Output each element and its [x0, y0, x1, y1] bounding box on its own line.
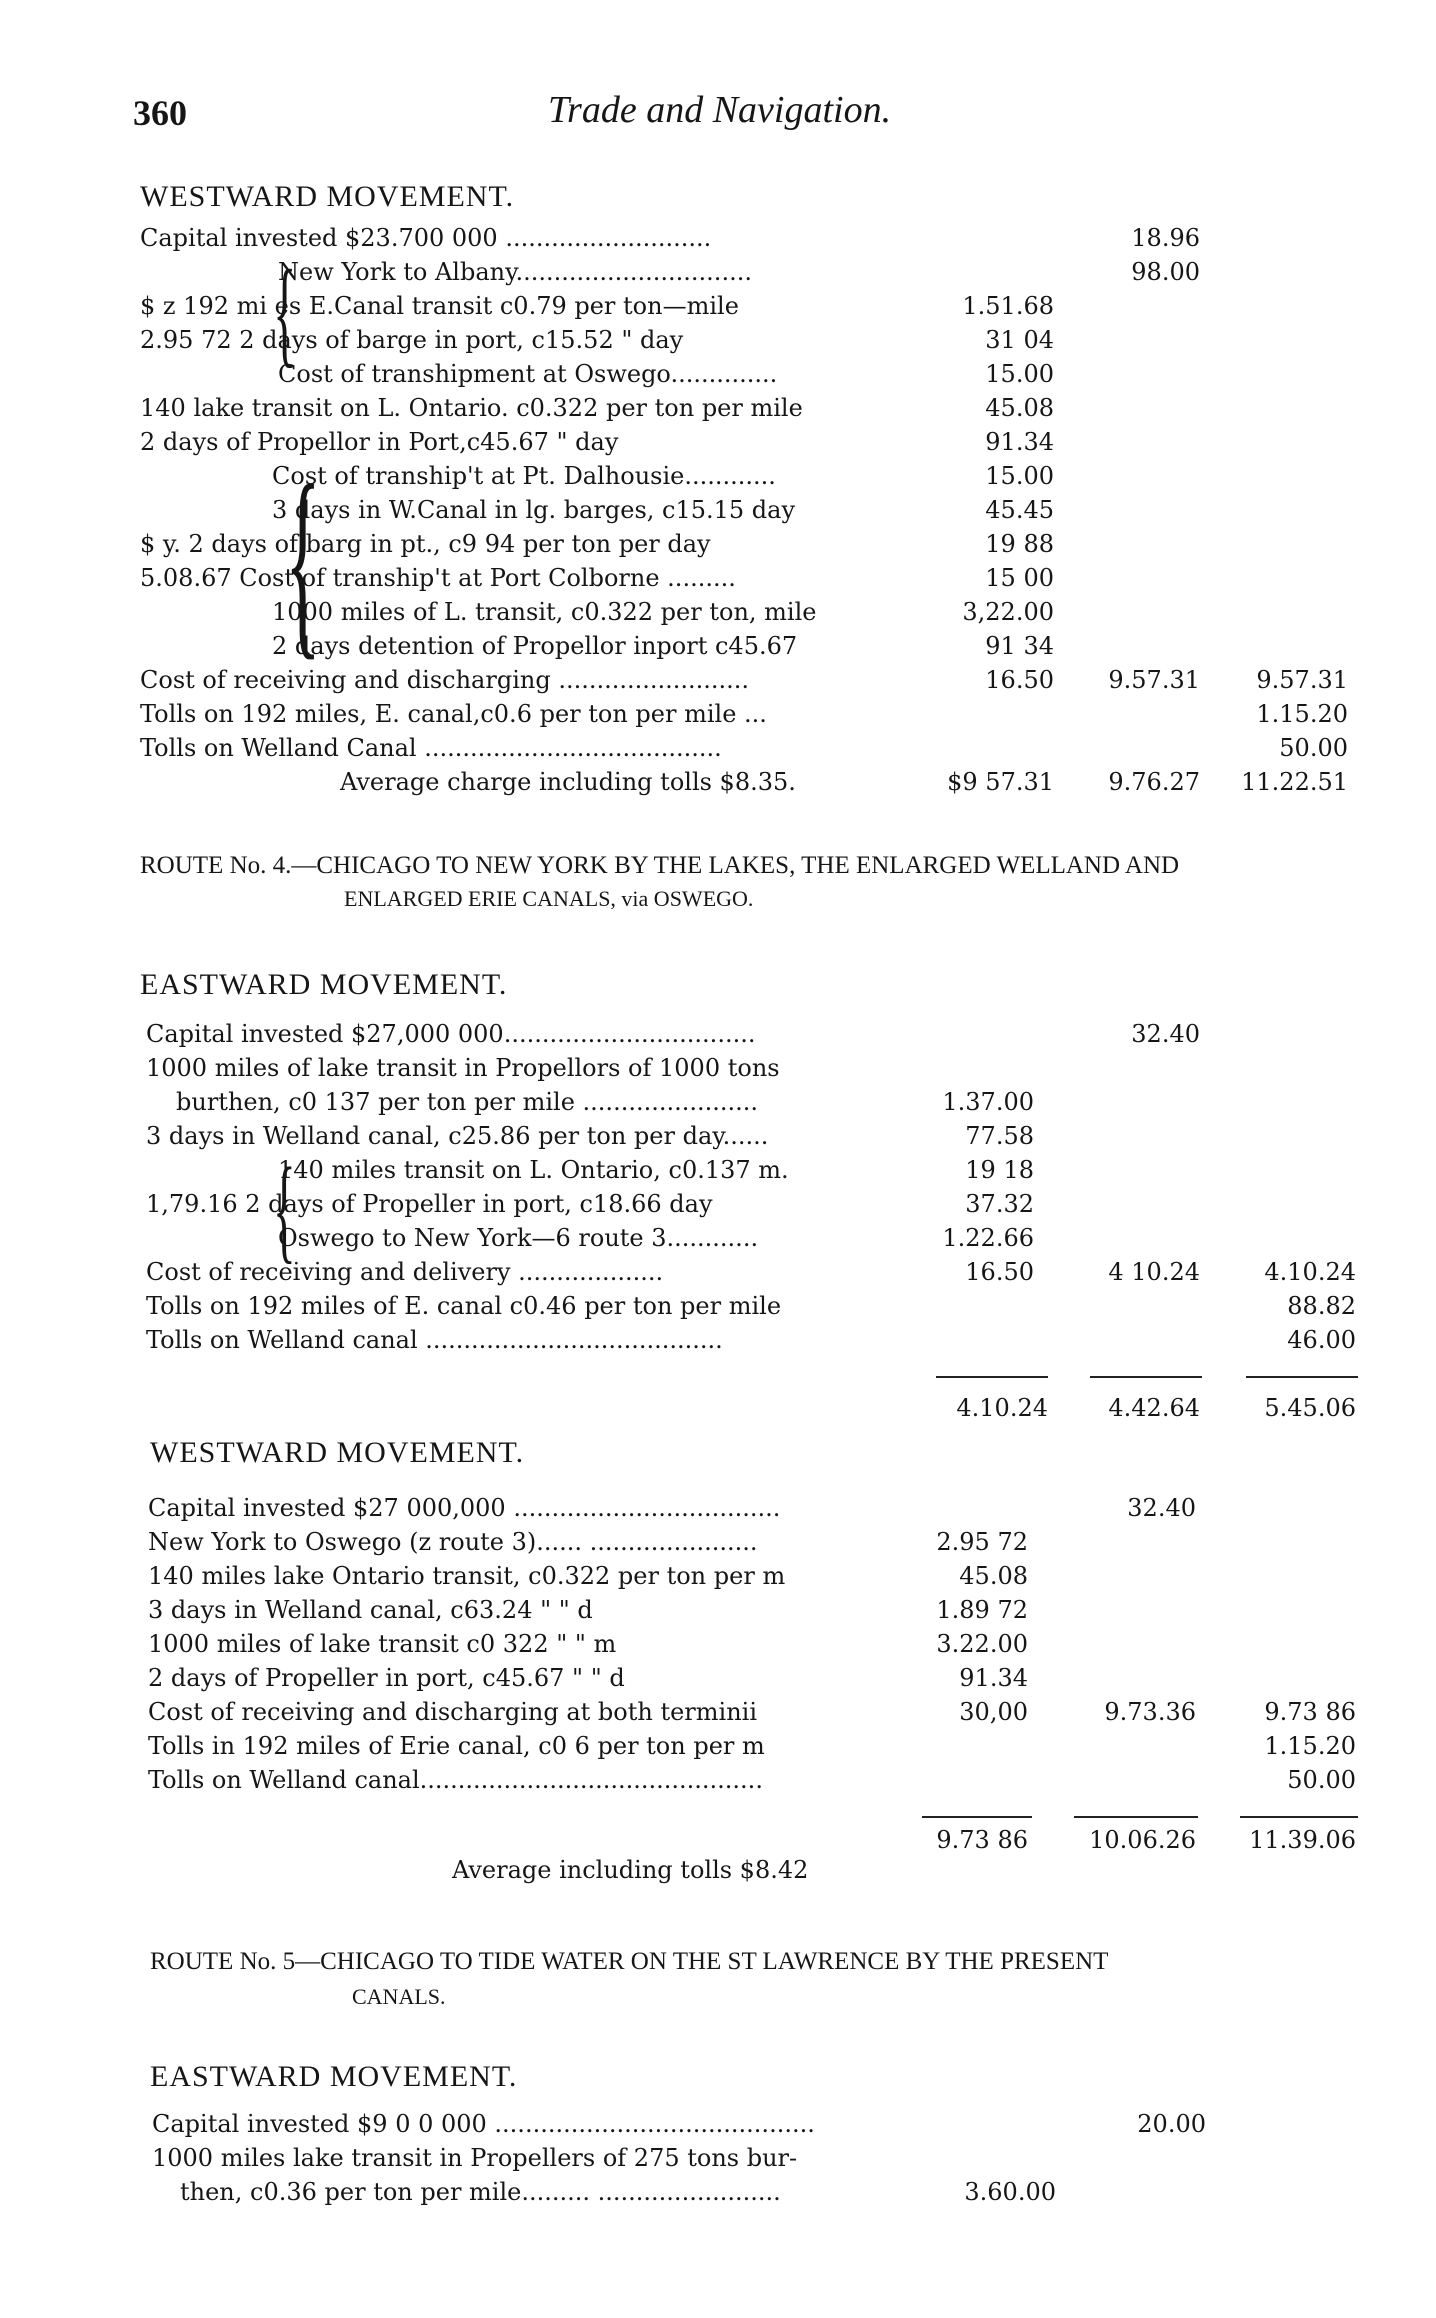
text-line: Capital invested $9 0 0 000 .......................................... [152, 2110, 815, 2138]
amount: 1.51.68 [962, 292, 1054, 320]
text-line: $ y. 2 days of barg in pt., c9 94 per ton per day [140, 530, 711, 558]
text-line: Tolls in 192 miles of Erie canal, c0 6 per ton per m [148, 1732, 765, 1760]
section-heading: EASTWARD MOVEMENT. [140, 968, 508, 1001]
amount: 45.08 [985, 394, 1054, 422]
section-heading: WESTWARD MOVEMENT. [150, 1436, 525, 1469]
text-line: Tolls on 192 miles, E. canal,c0.6 per ton per mile ... [140, 700, 767, 728]
amount: 91.34 [959, 1664, 1028, 1692]
amount: 91 34 [985, 632, 1054, 660]
route-heading: ROUTE No. 4.—CHICAGO TO NEW YORK BY THE LAKES, THE ENLARGED WELLAND AND [140, 852, 1180, 879]
amount: 15.00 [985, 360, 1054, 388]
amount: 9.57.31 [1108, 666, 1200, 694]
amount: 32.40 [1127, 1494, 1196, 1522]
divider [922, 1816, 1032, 1818]
text-line: 2 days of Propeller in port, c45.67 " " d [148, 1664, 625, 1692]
amount: $9 57.31 [947, 768, 1054, 796]
text-line: 1000 miles of L. transit, c0.322 per ton, mile [272, 598, 817, 626]
route-heading-cont: CANALS. [352, 1984, 446, 2009]
amount: 45.08 [959, 1562, 1028, 1590]
text-line: 3 days in W.Canal in lg. barges, c15.15 day [272, 496, 796, 524]
amount: 30,00 [959, 1698, 1028, 1726]
amount: 9.57.31 [1256, 666, 1348, 694]
brace-icon: { [285, 442, 321, 677]
amount: 16.50 [965, 1258, 1034, 1286]
amount: 3.22.00 [936, 1630, 1028, 1658]
amount: 20.00 [1137, 2110, 1206, 2138]
text-line: 140 lake transit on L. Ontario. c0.322 per ton per mile [140, 394, 803, 422]
text-line: 3 days in Welland canal, c63.24 " " d [148, 1596, 593, 1624]
amount: 50.00 [1287, 1766, 1356, 1794]
text-line: Capital invested $27,000 000................................. [146, 1020, 756, 1048]
text-line: Cost of receiving and discharging at both terminii [148, 1698, 758, 1726]
amount: 32.40 [1131, 1020, 1200, 1048]
running-title: Trade and Navigation. [548, 89, 892, 131]
divider [1246, 1376, 1358, 1378]
section-heading: EASTWARD MOVEMENT. [150, 2060, 518, 2093]
text-line: New York to Oswego (z route 3)...... ...................... [148, 1528, 758, 1556]
text-line: 3 days in Welland canal, c25.86 per ton per day...... [146, 1122, 769, 1150]
text-line: $ z 192 mi es E.Canal transit c0.79 per ton—mile [140, 292, 739, 320]
amount: 98.00 [1131, 258, 1200, 286]
total-amount: 11.39.06 [1249, 1826, 1356, 1854]
amount: 9.76.27 [1108, 768, 1200, 796]
divider [1240, 1816, 1358, 1818]
text-line: Tolls on Welland canal ....................................... [146, 1326, 723, 1354]
amount: 15.00 [985, 462, 1054, 490]
divider [1074, 1816, 1198, 1818]
amount: 4 10.24 [1108, 1258, 1200, 1286]
amount: 3.60.00 [964, 2178, 1056, 2206]
text-line: 5.08.67 Cost of tranship't at Port Colborne ......... [140, 564, 736, 592]
amount: 88.82 [1287, 1292, 1356, 1320]
text-line: 2 days of Propellor in Port,c45.67 " day [140, 428, 619, 456]
page-number: 360 [133, 93, 187, 133]
text-line: 1000 miles lake transit in Propellers of 275 tons bur- [152, 2144, 798, 2172]
amount: 19 88 [985, 530, 1054, 558]
text-line: Capital invested $23.700 000 ........................... [140, 224, 712, 252]
total-amount: 5.45.06 [1264, 1394, 1356, 1422]
amount: 3,22.00 [962, 598, 1054, 626]
route-heading-cont: ENLARGED ERIE CANALS, via OSWEGO. [344, 886, 754, 911]
brace-icon: { [273, 245, 297, 378]
text-line: New York to Albany............................... [278, 258, 752, 286]
amount: 1.15.20 [1264, 1732, 1356, 1760]
text-line: Tolls on Welland canal............................................. [148, 1766, 763, 1794]
amount: 9.73 86 [1264, 1698, 1356, 1726]
amount: 16.50 [985, 666, 1054, 694]
text-line: Average charge including tolls $8.35. [340, 768, 796, 796]
text-line: 1,79.16 2 days of Propeller in port, c18.66 day [146, 1190, 713, 1218]
text-line: Oswego to New York—6 route 3............ [278, 1224, 759, 1252]
section-heading: WESTWARD MOVEMENT. [140, 180, 515, 213]
amount: 15 00 [985, 564, 1054, 592]
text-line: Tolls on Welland Canal ....................................... [140, 734, 722, 762]
text-line: 1000 miles of lake transit c0 322 " " m [148, 1630, 617, 1658]
amount: 46.00 [1287, 1326, 1356, 1354]
amount: 1.37.00 [942, 1088, 1034, 1116]
amount: 45.45 [985, 496, 1054, 524]
text-line: 140 miles lake Ontario transit, c0.322 per ton per m [148, 1562, 786, 1590]
text-line: Capital invested $27 000,000 ................................... [148, 1494, 781, 1522]
text-line: Cost of receiving and discharging ......................... [140, 666, 750, 694]
text-line: 140 miles transit on L. Ontario, c0.137 m. [278, 1156, 789, 1184]
text-line: Average including tolls $8.42 [452, 1856, 809, 1884]
text-line: Tolls on 192 miles of E. canal c0.46 per ton per mile [146, 1292, 782, 1320]
text-line: then, c0.36 per ton per mile......... ........................ [180, 2178, 781, 2206]
amount: 1.89 72 [936, 1596, 1028, 1624]
amount: 31 04 [985, 326, 1054, 354]
text-line: 1000 miles of lake transit in Propellors of 1000 tons [146, 1054, 780, 1082]
amount: 11.22.51 [1241, 768, 1348, 796]
amount: 77.58 [965, 1122, 1034, 1150]
text-line: Cost of tranship't at Pt. Dalhousie............ [272, 462, 776, 490]
text-line: 2 days detention of Propellor inport c45.67 [272, 632, 798, 660]
text-line: burthen, c0 137 per ton per mile ....................... [176, 1088, 759, 1116]
total-amount: 4.10.24 [956, 1394, 1048, 1422]
amount: 50.00 [1279, 734, 1348, 762]
total-amount: 4.42.64 [1108, 1394, 1200, 1422]
amount: 4.10.24 [1264, 1258, 1356, 1286]
amount: 91.34 [985, 428, 1054, 456]
divider [936, 1376, 1048, 1378]
amount: 18.96 [1131, 224, 1200, 252]
amount: 1.22.66 [942, 1224, 1034, 1252]
text-line: Cost of receiving and delivery ................... [146, 1258, 664, 1286]
brace-icon: { [272, 1143, 296, 1274]
total-amount: 10.06.26 [1089, 1826, 1196, 1854]
total-amount: 9.73 86 [936, 1826, 1028, 1854]
amount: 2.95 72 [936, 1528, 1028, 1556]
text-line: 2.95 72 2 days of barge in port, c15.52 " day [140, 326, 684, 354]
amount: 9.73.36 [1104, 1698, 1196, 1726]
divider [1090, 1376, 1202, 1378]
text-line: Cost of transhipment at Oswego.............. [278, 360, 778, 388]
route-heading: ROUTE No. 5—CHICAGO TO TIDE WATER ON THE ST LAWRENCE BY THE PRESENT [150, 1948, 1109, 1975]
amount: 37.32 [965, 1190, 1034, 1218]
amount: 19 18 [965, 1156, 1034, 1184]
amount: 1.15.20 [1256, 700, 1348, 728]
